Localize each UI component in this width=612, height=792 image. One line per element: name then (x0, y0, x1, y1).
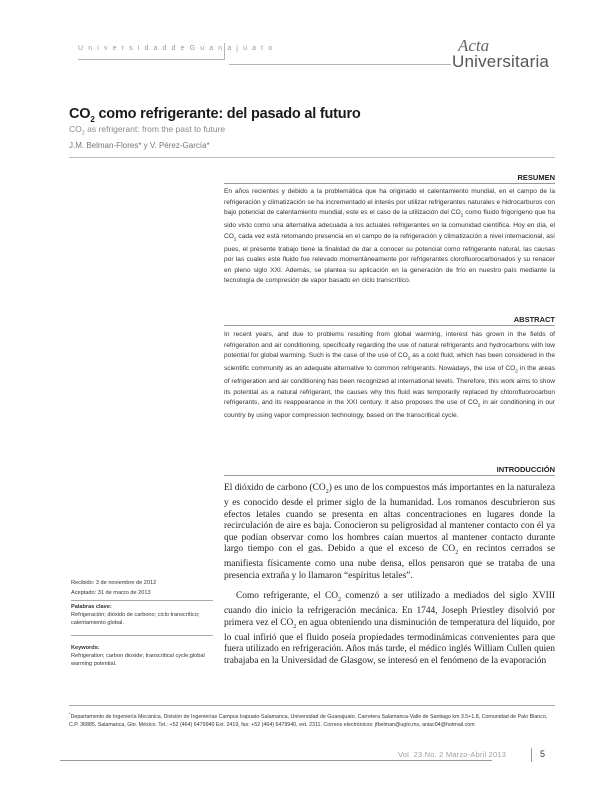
palabras-clave-heading: Palabras clave: (71, 604, 112, 610)
intro-paragraph-2: Como refrigerante, el $CO_2$ comenzó a ser utilizado a mediados del siglo XVIII cuando dio inicio la refrigeración mecánica. En 1744, Joseph Priestley disolvió por primera vez el $CO_2$ en agua obteniendo una disminución de temperatura del líquido, por lo cual infirió que el fluido poseía propiedades termodinámicas convenientes para que fuera utilizado en refrigeración. Años más tarde, el médico inglés William Cullen quien trabajaba en la Universidad de Glasgow, se interesó en el fenómeno de la evaporación (224, 591, 555, 666)
abstract-rule (224, 325, 555, 326)
journal-logo-acta: Acta (458, 36, 490, 55)
volume-info: Vol. 23 No. 2 Marzo-Abril 2013 (398, 750, 507, 759)
abstract-heading: ABSTRACT (513, 315, 555, 324)
abstract-text: In recent years, and due to problems resulting from global warming, interest has grown in the fields of refrigeration and air conditioning, specifically regarding the use of natural refrigerants and hydrocarbons with low potential for global warming. Such is the case of the use of $CO_2$ as a cold fluid, which has been considered in the scientific community as an adequate alternative to common refrigerants. Nowadays, the use of $CO_2$ in the areas of refrigeration and air conditioning has been recognized at international levels. Therefore, this work aims to show its potential as a natural refrigerant, the causes why this fluid was temporarily replaced by chlorofluorocarbon refrigerants, and its reappearance in the XXI century. It also proposes the use of $CO_2$ in air conditioning in our country by using vapor compression technology, based on the transcritical cycle. (224, 331, 556, 420)
article-authors: J.M. Belman-Flores* y V. Pérez-García* (69, 141, 210, 150)
page-number: 5 (540, 749, 546, 759)
affiliation-footnote: *Departamento de Ingeniería Mecánica, División de Ingenierías Campus Irapuato-Salamanca, Universidad de Guanajuato. Carretera Salamanca-Valle de Santiago km 3.5+1.8, Comunidad de Palo Blanco, C.P. 36885, Salamanca, Gto. México. Tel.: +52 (464) 6479940 Ext. 2419, fax: +52 (464) 6479940, ext. 2311. Correos electrónicos: jfbelman@ugto.mx, aniac04@hotmail.com (69, 711, 548, 729)
header-rule-long (229, 64, 451, 65)
intro-paragraph-1: El dióxido de carbono $(CO_2)$ es uno de los compuestos más importantes en la naturaleza y es conocido desde el primer siglo de la humanidad. Los romanos descubrieron sus efectos letales cuando se presenta en altas concentraciones en lugares donde la recirculación de aire es baja. Conocieron su peligrosidad al mantener contacto con él ya que podían observar como los hombres caían muertos al mantener contacto durante largo tiempo con el gas. Debido a que el exceso de $CO_2$ en recintos cerrados se manifiesta físicamente como una nube densa, ellos pensaron que se trataba de una presencia extraña y lo llamaron “espíritus letales”. (224, 483, 555, 581)
keywords: Refrigeration; carbon dioxide; transcritical cycle;global warming potential. (71, 653, 205, 667)
introduccion-rule (224, 475, 555, 476)
sidebar-rule-2 (71, 635, 213, 636)
accepted-date: Aceptado: 31 de marzo de 2013 (71, 590, 151, 596)
header-rule (78, 59, 224, 60)
university-name: U n i v e r s i d a d d e G u a n a j u a t o (78, 45, 274, 52)
footer-divider (531, 748, 532, 762)
footer-rule (60, 760, 492, 761)
article-subtitle: $CO_2$ as refrigerant: from the past to future (69, 124, 226, 137)
received-date: Recibido: 3 de noviembre de 2012 (71, 580, 157, 586)
title-rule (69, 157, 555, 158)
introduccion-heading: INTRODUCCIÓN (496, 465, 555, 474)
journal-logo-universitaria: Universitaria (452, 52, 550, 71)
sidebar-rule (71, 600, 213, 601)
resumen-rule (224, 183, 555, 184)
footnote-rule (69, 705, 555, 706)
resumen-heading: RESUMEN (517, 173, 555, 182)
keywords-heading: Keywords: (71, 645, 100, 651)
header-divider (224, 43, 225, 60)
palabras-clave: Refrigeración; dióxido de carbono; ciclo transcrítico; calentamiento global. (71, 612, 200, 626)
resumen-text: En años recientes y debido a la problemática que ha originado el calentamiento mundial, en el campo de la refrigeración y climatización se ha incrementado el interés por utilizar refrigerantes naturales e hidrocarburos con bajo potencial de calentamiento mundial, este es el caso de la utilización del $CO_2$ como fluido frigorígeno que ha sido visto como una alternativa adecuada a los actuales refrigerantes en la comunidad científica. Hoy en día, el $CO_2$ cada vez está retomando presencia en el campo de la refrigeración y climatización a nivel internacional, así pues, el presente trabajo tiene la finalidad de dar a conocer su potencial como refrigerante natural, las causas por las cuales este fluido fue relevado momentáneamente por refrigerantes clorofluorocarbonados y su renacer en pleno siglo XXI. Además, se plantea su aplicación en la generación de frío en nuestro país mediante la tecnología de compresión de vapor basado en ciclo transcrítico. (224, 188, 556, 285)
article-title: $CO_2$ como refrigerante: del pasado al futuro (69, 106, 361, 124)
